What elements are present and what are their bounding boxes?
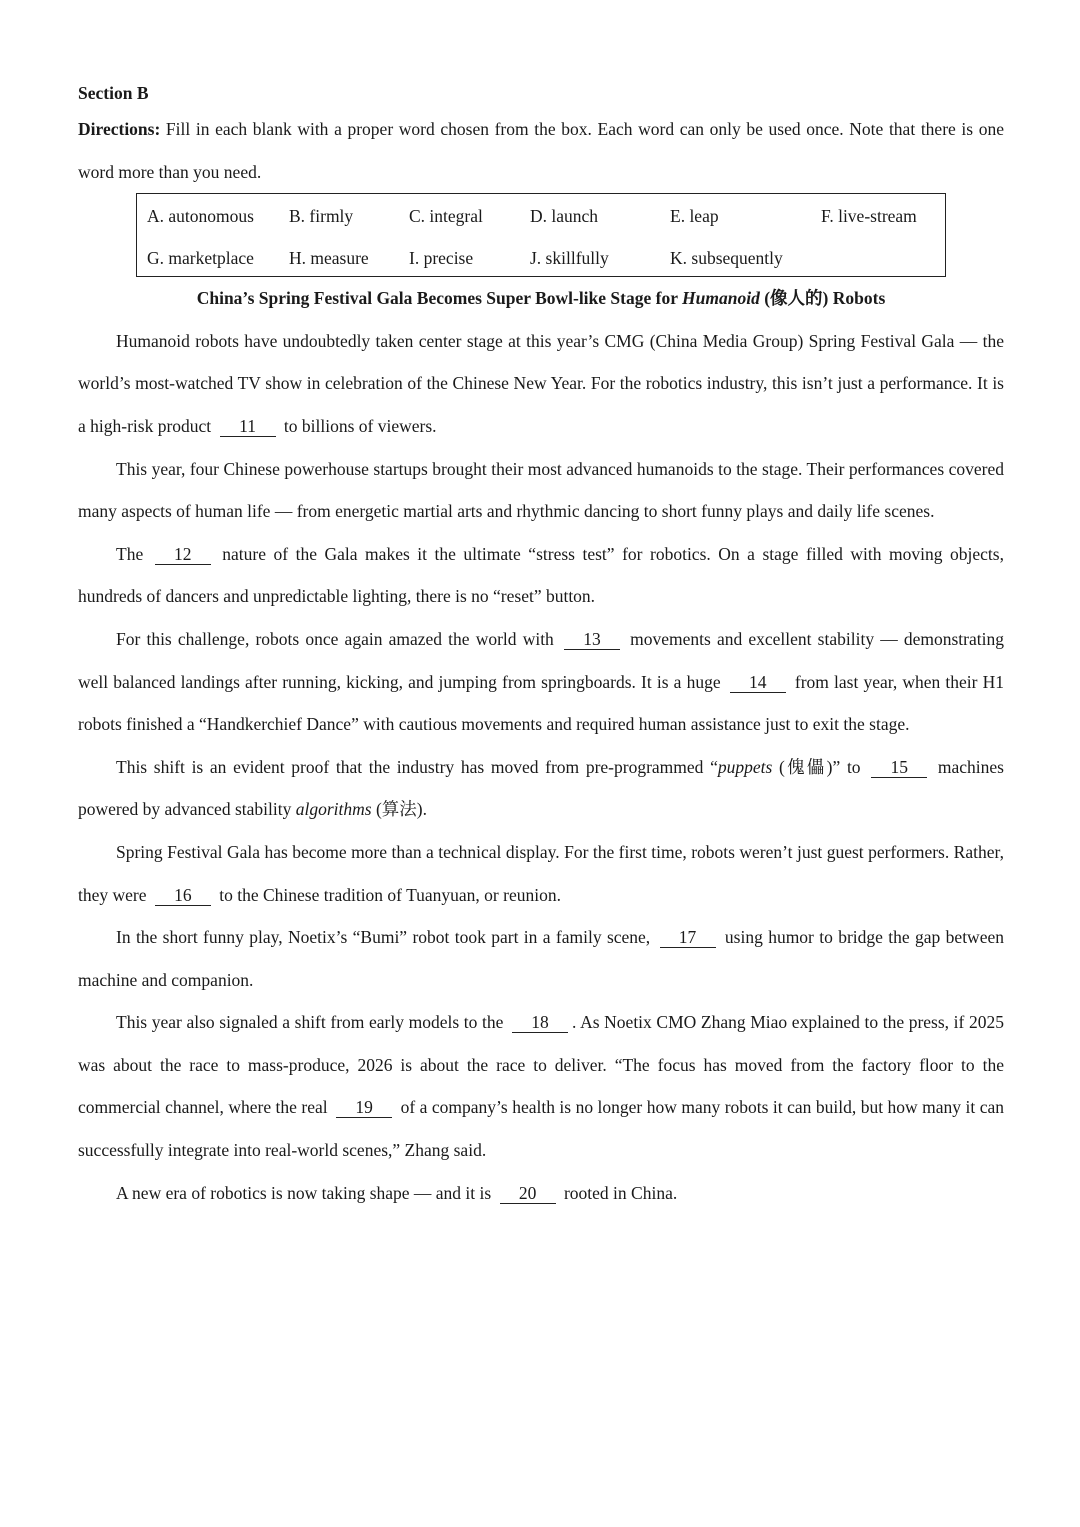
blank-12[interactable]: 12 [155, 544, 211, 565]
word-option-a: A. autonomous [147, 206, 254, 227]
blank-11[interactable]: 11 [220, 416, 276, 437]
paragraph-5: This shift is an evident proof that the industry has moved from pre-programmed “puppets (傀儡)” to 15 machines powered by advanced stability algorithms (算法). [78, 756, 1004, 820]
paragraph-3: The 12 nature of the Gala makes it the ultimate “stress test” for robotics. On a stage filled with moving objects, hundreds of dancers and unpredictable lighting, there is no “reset” button. [78, 543, 1004, 607]
blank-13[interactable]: 13 [564, 629, 620, 650]
word-option-b: B. firmly [289, 206, 354, 227]
word-option-j: J. skillfully [530, 248, 609, 269]
worksheet-page [78, 78, 1004, 1214]
blank-18[interactable]: 18 [512, 1012, 568, 1033]
blank-20[interactable]: 20 [500, 1183, 556, 1204]
blank-17[interactable]: 17 [660, 927, 716, 948]
article-title: China’s Spring Festival Gala Becomes Super Bowl-like Stage for Humanoid (像人的) Robots [196, 288, 886, 309]
paragraph-1: Humanoid robots have undoubtedly taken center stage at this year’s CMG (China Media Group) Spring Festival Gala — the world’s most-watched TV show in celebration of the Chinese New Year. For the robotics industry, this isn’t just a performance. It is a high-risk product 11 to billions of viewers. [78, 330, 1004, 436]
word-option-f: F. live-stream [821, 206, 917, 227]
section-heading: Section B [78, 83, 149, 103]
paragraph-9: A new era of robotics is now taking shape — and it is 20 rooted in China. [116, 1182, 678, 1203]
title-italic: Humanoid [682, 288, 760, 309]
word-option-d: D. launch [530, 206, 599, 227]
word-box [136, 193, 946, 277]
word-box-row [137, 195, 945, 237]
word-option-k: K. subsequently [670, 248, 783, 269]
word-option-g: G. marketplace [147, 248, 254, 269]
paragraph-2: This year, four Chinese powerhouse startups brought their most advanced humanoids to the stage. Their performances covered many aspects of human life — from energetic martial arts and rhythmic dancing to short funny plays and daily life scenes. [78, 458, 1004, 522]
directions-text: Fill in each blank with a proper word chosen from the box. Each word can only be used once. Note that there is one word more than you need. [78, 119, 1004, 182]
word-option-c: C. integral [409, 206, 483, 227]
directions [78, 108, 1004, 193]
blank-19[interactable]: 19 [336, 1097, 392, 1118]
directions-label: Directions: [78, 119, 161, 139]
word-option-h: H. measure [289, 248, 369, 269]
paragraph-8: This year also signaled a shift from early models to the 18 . As Noetix CMO Zhang Miao explained to the press, if 2025 was about the race to mass-produce, 2026 is about the race to deliver. “The focus has moved from the factory floor to the commercial channel, where the real 19 of a company’s health is no longer how many robots it can build, but how many it can successfully integrate into real-world scenes,” Zhang said. [78, 1012, 1004, 1161]
blank-15[interactable]: 15 [871, 757, 927, 778]
paragraph-7: In the short funny play, Noetix’s “Bumi” robot took part in a family scene, 17 using humor to bridge the gap between machine and companion. [78, 927, 1004, 990]
word-box-row [137, 237, 945, 279]
blank-16[interactable]: 16 [155, 885, 211, 906]
word-option-e: E. leap [670, 206, 719, 227]
word-option-i: I. precise [409, 248, 474, 269]
paragraph-4: For this challenge, robots once again amazed the world with 13 movements and excellent stability — demonstrating well balanced landings after running, kicking, and jumping from springboards. It is a huge 14 from last year, when their H1 robots finished a “Handkerchief Dance” with cautious movements and required human assistance just to exit the stage. [78, 628, 1004, 735]
paragraph-6: Spring Festival Gala has become more than a technical display. For the first time, robots weren’t just guest performers. Rather, they were 16 to the Chinese tradition of Tuanyuan, or reunion. [78, 841, 1004, 905]
blank-14[interactable]: 14 [730, 672, 786, 693]
